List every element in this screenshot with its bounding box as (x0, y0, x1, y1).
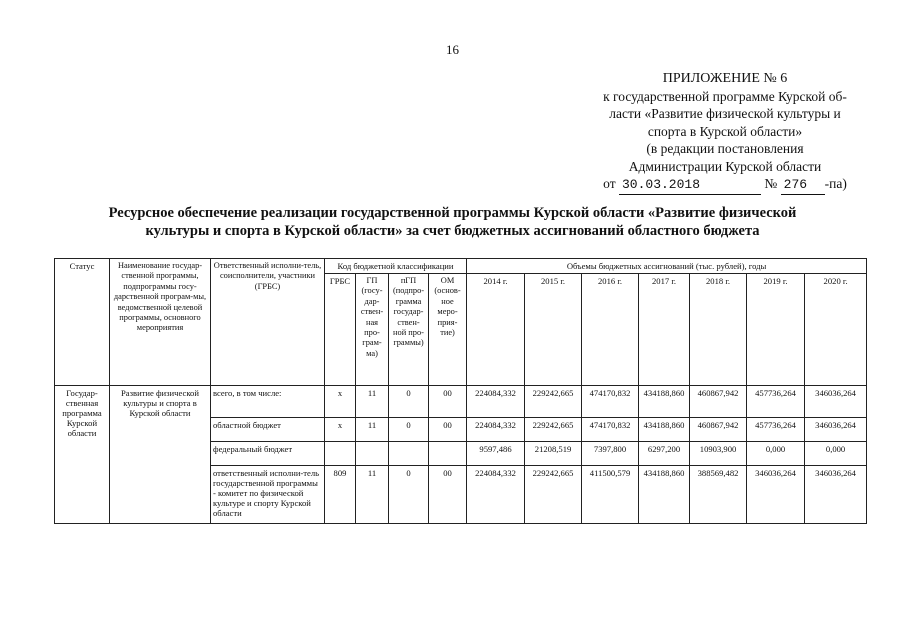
pgp-cell: 0 (389, 466, 429, 524)
pgp-cell (389, 442, 429, 466)
value-cell: 460867,942 (690, 418, 747, 442)
grbs-cell: х (325, 418, 356, 442)
grbs-cell: х (325, 386, 356, 418)
header-grbs: ГРБС (325, 274, 356, 386)
decree-date: 30.03.2018 (619, 176, 761, 195)
header-year: 2018 г. (690, 274, 747, 386)
page-number: 16 (446, 42, 459, 57)
om-cell: 00 (429, 466, 467, 524)
appendix-date-line (560, 175, 890, 195)
value-cell: 21208,519 (525, 442, 582, 466)
value-cell: 460867,942 (690, 386, 747, 418)
value-cell: 457736,264 (747, 386, 805, 418)
header-pgp: пГП (подпро-грамма государ-ствен-ной про-граммы) (389, 274, 429, 386)
appendix-line: ласти «Развитие физической культуры и (609, 106, 841, 121)
header-budget-code: Код бюджетной классификации (325, 259, 467, 274)
value-cell: 411500,579 (582, 466, 639, 524)
status-cell: Государ-ственная программа Курской области (55, 386, 110, 524)
om-cell (429, 442, 467, 466)
value-cell: 0,000 (805, 442, 867, 466)
value-cell: 224084,332 (467, 466, 525, 524)
header-year: 2014 г. (467, 274, 525, 386)
header-gp: ГП (госу-дар-ствен-ная про-грам-ма) (356, 274, 389, 386)
value-cell: 434188,860 (639, 418, 690, 442)
value-cell: 224084,332 (467, 418, 525, 442)
gp-cell: 11 (356, 466, 389, 524)
grbs-cell (325, 442, 356, 466)
decree-number: 276 (781, 176, 825, 195)
document-title-line: культуры и спорта в Курской области» за счет бюджетных ассигнований областного бюджета (145, 223, 760, 239)
resource-table (54, 258, 867, 524)
table-row (55, 386, 867, 418)
appendix-block (560, 70, 890, 195)
value-cell: 229242,665 (525, 386, 582, 418)
header-year: 2015 г. (525, 274, 582, 386)
gp-cell: 11 (356, 418, 389, 442)
number-prefix: № (764, 176, 778, 191)
appendix-title: ПРИЛОЖЕНИЕ № 6 (662, 71, 788, 86)
value-cell: 0,000 (747, 442, 805, 466)
value-cell: 434188,860 (639, 386, 690, 418)
value-cell: 434188,860 (639, 466, 690, 524)
header-name: Наименование государ-ственной программы, подпрограммы госу-дарственной програм-мы, ведомственной целевой программы, основного мероприятия (110, 259, 211, 386)
grbs-cell: 809 (325, 466, 356, 524)
value-cell: 346036,264 (805, 418, 867, 442)
value-cell: 224084,332 (467, 386, 525, 418)
document-title-line: Ресурсное обеспечение реализации государственной программы Курской области «Развитие физической (108, 205, 797, 221)
header-volumes: Объемы бюджетных ассигнований (тыс. рублей), годы (467, 259, 867, 274)
executor-cell: областной бюджет (211, 418, 325, 442)
value-cell: 229242,665 (525, 418, 582, 442)
number-suffix: -па) (824, 176, 847, 191)
value-cell: 6297,200 (639, 442, 690, 466)
value-cell: 9597,486 (467, 442, 525, 466)
value-cell: 7397,800 (582, 442, 639, 466)
header-om: ОМ (основ-ное меро-прия-тие) (429, 274, 467, 386)
header-year: 2019 г. (747, 274, 805, 386)
date-prefix: от (603, 176, 616, 191)
appendix-line: спорта в Курской области» (647, 123, 803, 139)
header-year: 2020 г. (805, 274, 867, 386)
header-row (55, 259, 867, 274)
pgp-cell: 0 (389, 418, 429, 442)
header-status: Статус (55, 259, 110, 386)
appendix-line: (в редакции постановления (646, 141, 804, 156)
value-cell: 346036,264 (747, 466, 805, 524)
pgp-cell: 0 (389, 386, 429, 418)
value-cell: 10903,900 (690, 442, 747, 466)
executor-cell: всего, в том числе: (211, 386, 325, 418)
value-cell: 457736,264 (747, 418, 805, 442)
gp-cell: 11 (356, 386, 389, 418)
value-cell: 229242,665 (525, 466, 582, 524)
value-cell: 388569,482 (690, 466, 747, 524)
executor-cell: федеральный бюджет (211, 442, 325, 466)
appendix-line: Администрации Курской области (628, 158, 822, 174)
header-executor: Ответственный исполни-тель, соисполнители, участники (ГРБС) (211, 259, 325, 386)
header-year: 2017 г. (639, 274, 690, 386)
om-cell: 00 (429, 418, 467, 442)
value-cell: 474170,832 (582, 418, 639, 442)
header-year: 2016 г. (582, 274, 639, 386)
value-cell: 474170,832 (582, 386, 639, 418)
om-cell: 00 (429, 386, 467, 418)
appendix-line: к государственной программе Курской об- (603, 88, 847, 104)
document-title (30, 204, 875, 240)
value-cell: 346036,264 (805, 386, 867, 418)
value-cell: 346036,264 (805, 466, 867, 524)
program-name-cell: Развитие физической культуры и спорта в Курской области (110, 386, 211, 524)
gp-cell (356, 442, 389, 466)
executor-cell: ответственный исполни-тель государственной программы - комитет по физической культуре и спорту Курской области (211, 466, 325, 524)
